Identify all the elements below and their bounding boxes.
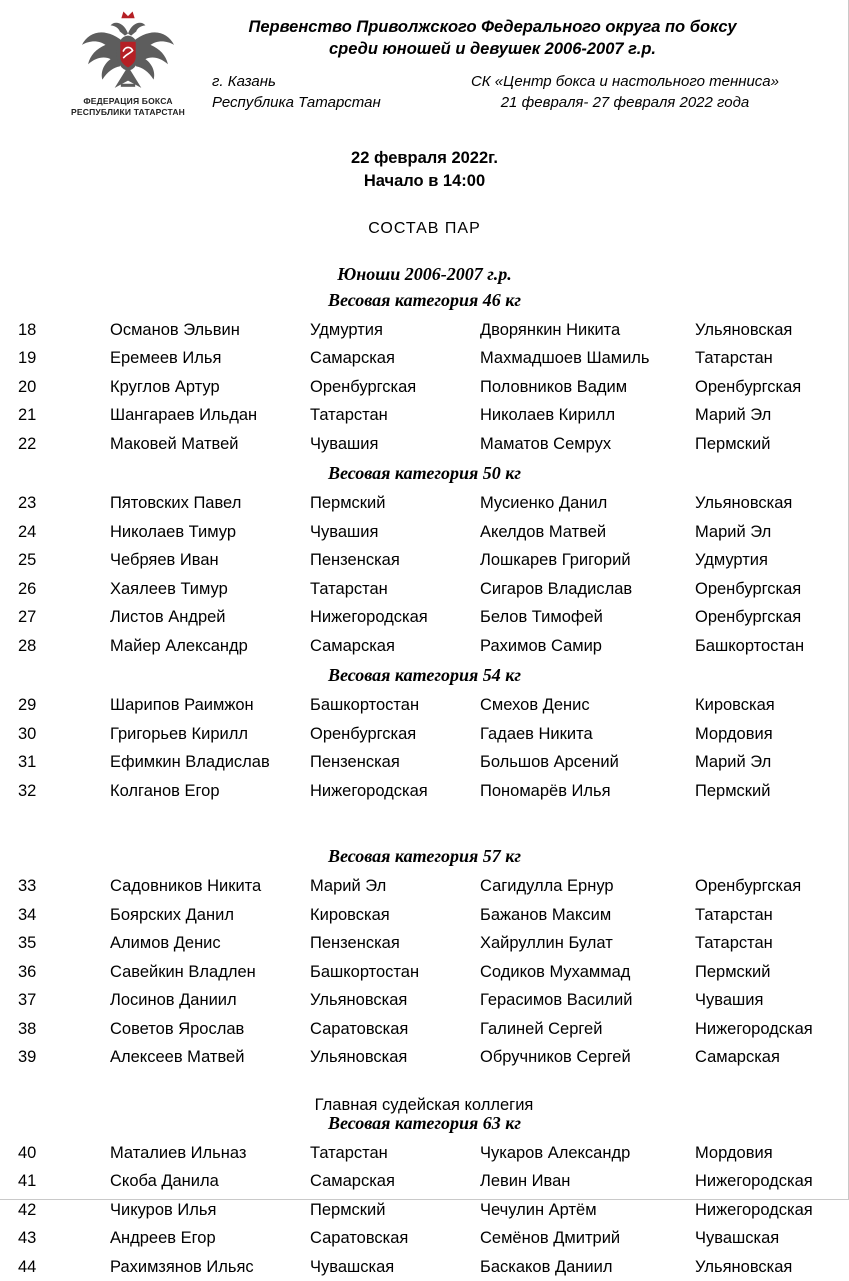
- pair-row: [0, 373, 849, 402]
- blue-corner-region: Чувашия: [695, 991, 764, 1010]
- red-corner-name: Шарипов Раимжон: [110, 696, 254, 715]
- red-corner-region: Пензенская: [310, 934, 400, 953]
- pair-number: 21: [18, 406, 37, 425]
- blue-corner-region: Кировская: [695, 696, 775, 715]
- pair-row: [0, 1015, 849, 1044]
- pair-row: [0, 546, 849, 575]
- pair-row: [0, 748, 849, 777]
- blue-corner-name: Дворянкин Никита: [480, 320, 621, 339]
- group-heading: Юноши 2006-2007 г.р.: [337, 263, 512, 284]
- venue-dates-block: [471, 71, 779, 113]
- blue-corner-name: Половников Вадим: [480, 377, 628, 396]
- blue-corner-region: Удмуртия: [695, 551, 768, 570]
- blue-corner-region: Башкортостан: [695, 636, 805, 655]
- weight-category-heading: Весовая категория 63 кг: [327, 1112, 522, 1133]
- blue-corner-name: Содиков Мухаммад: [480, 962, 631, 981]
- red-corner-name: Андреев Егор: [110, 1229, 216, 1248]
- dates-line: 21 февраля- 27 февраля 2022 года: [500, 93, 750, 111]
- venue-line: СК «Центр бокса и настольного тенниса»: [470, 72, 779, 90]
- blue-corner-name: Баскаков Даниил: [480, 1257, 613, 1276]
- pair-row: [0, 777, 849, 806]
- red-corner-name: Круглов Артур: [110, 377, 220, 396]
- pair-number: 26: [18, 579, 37, 598]
- red-corner-region: Чувашия: [310, 434, 379, 453]
- blue-corner-region: Пермский: [695, 781, 771, 800]
- pair-row: [0, 1196, 849, 1225]
- red-corner-region: Пензенская: [310, 551, 400, 570]
- blue-corner-name: Обручников Сергей: [480, 1048, 631, 1067]
- red-corner-region: Нижегородская: [310, 781, 428, 800]
- blue-corner-name: Гадаев Никита: [480, 724, 593, 743]
- pair-number: 31: [18, 753, 37, 772]
- blue-corner-name: Махмадшоев Шамиль: [480, 349, 650, 368]
- red-corner-region: Марий Эл: [310, 877, 387, 896]
- pair-row: [0, 986, 849, 1015]
- venue-city-block: [206, 71, 381, 113]
- blue-corner-region: Марий Эл: [695, 753, 772, 772]
- pair-row: [0, 1167, 849, 1196]
- blue-corner-region: Чувашская: [695, 1229, 780, 1248]
- blue-corner-region: Татарстан: [695, 934, 773, 953]
- blue-corner-region: Ульяновская: [695, 1257, 793, 1276]
- blue-corner-region: Марий Эл: [695, 406, 772, 425]
- blue-corner-region: Татарстан: [695, 905, 773, 924]
- blue-corner-name: Лошкарев Григорий: [480, 551, 631, 570]
- pair-row: [0, 1139, 849, 1168]
- red-corner-name: Маталиев Ильназ: [110, 1143, 247, 1162]
- red-corner-region: Оренбургская: [310, 724, 417, 743]
- blue-corner-region: Нижегородская: [695, 1019, 813, 1038]
- pair-row: [0, 691, 849, 720]
- red-corner-name: Алексеев Матвей: [110, 1048, 245, 1067]
- pair-number: 38: [18, 1019, 37, 1038]
- blue-corner-name: Герасимов Василий: [480, 991, 633, 1010]
- pair-row: [0, 316, 849, 345]
- red-corner-name: Григорьев Кирилл: [110, 724, 249, 743]
- pair-row: [0, 575, 849, 604]
- blue-corner-region: Пермский: [695, 434, 771, 453]
- weight-category-heading: Весовая категория 57 кг: [327, 846, 522, 867]
- red-corner-name: Ефимкин Владислав: [110, 753, 270, 772]
- red-corner-name: Хаялеев Тимур: [110, 579, 228, 598]
- red-corner-name: Маковей Матвей: [110, 434, 239, 453]
- pair-row: [0, 489, 849, 518]
- red-corner-region: Пермский: [310, 1200, 386, 1219]
- red-corner-region: Башкортостан: [310, 696, 420, 715]
- red-corner-name: Шангараев Ильдан: [110, 406, 258, 425]
- red-corner-name: Боярских Данил: [110, 905, 234, 924]
- blue-corner-name: Левин Иван: [480, 1172, 571, 1191]
- pair-number: 42: [18, 1200, 37, 1219]
- weight-category-heading: Весовая категория 46 кг: [327, 289, 522, 310]
- document-title: [206, 16, 779, 61]
- red-corner-region: Чувашская: [310, 1257, 395, 1276]
- pair-number: 27: [18, 608, 37, 627]
- pair-number: 36: [18, 962, 37, 981]
- blue-corner-region: Пермский: [695, 962, 771, 981]
- red-corner-name: Майер Александр: [110, 636, 248, 655]
- red-corner-name: Рахимзянов Ильяс: [110, 1257, 254, 1276]
- red-corner-region: Татарстан: [310, 1143, 388, 1162]
- blue-corner-region: Марий Эл: [695, 522, 772, 541]
- logo-caption-line1: ФЕДЕРАЦИЯ БОКСА: [83, 96, 173, 106]
- pairs-heading: СОСТАВ ПАР: [368, 219, 481, 237]
- blue-corner-region: Ульяновская: [695, 320, 793, 339]
- red-corner-name: Еремеев Илья: [110, 349, 222, 368]
- blue-corner-region: Нижегородская: [695, 1172, 813, 1191]
- blue-corner-region: Оренбургская: [695, 579, 802, 598]
- blue-corner-name: Чукаров Александр: [480, 1143, 631, 1162]
- document-title-line1: Первенство Приволжского Федерального округа по боксу: [248, 18, 737, 36]
- red-corner-region: Кировская: [310, 905, 390, 924]
- blue-corner-name: Белов Тимофей: [480, 608, 603, 627]
- pairs-table: [0, 287, 849, 1281]
- footer-judging-panel: Главная судейская коллегия: [314, 1096, 534, 1114]
- red-corner-region: Самарская: [310, 636, 395, 655]
- pair-row: [0, 518, 849, 547]
- pair-number: 35: [18, 934, 37, 953]
- red-corner-region: Башкортостан: [310, 962, 420, 981]
- red-corner-region: Пензенская: [310, 753, 400, 772]
- red-corner-region: Пермский: [310, 494, 386, 513]
- blue-corner-name: Большов Арсений: [480, 753, 619, 772]
- republic-line: Республика Татарстан: [212, 93, 381, 111]
- pair-number: 23: [18, 494, 37, 513]
- blue-corner-name: Николаев Кирилл: [480, 406, 616, 425]
- pair-row: [0, 1224, 849, 1253]
- pair-number: 29: [18, 696, 37, 715]
- blue-corner-region: Оренбургская: [695, 877, 802, 896]
- weight-category-heading: Весовая категория 50 кг: [327, 463, 522, 484]
- double-headed-eagle-icon: [76, 10, 180, 94]
- red-corner-region: Нижегородская: [310, 608, 428, 627]
- red-corner-region: Самарская: [310, 1172, 395, 1191]
- blue-corner-region: Нижегородская: [695, 1200, 813, 1219]
- pair-number: 33: [18, 877, 37, 896]
- pair-number: 44: [18, 1257, 37, 1276]
- blue-corner-name: Мусиенко Данил: [480, 494, 608, 513]
- red-corner-name: Скоба Данила: [110, 1172, 219, 1191]
- pair-row: [0, 430, 849, 459]
- blue-corner-name: Маматов Семрух: [480, 434, 612, 453]
- logo-caption-line2: РЕСПУБЛИКИ ТАТАРСТАН: [71, 106, 185, 117]
- header-info-row: [206, 71, 779, 113]
- red-corner-name: Колганов Егор: [110, 781, 220, 800]
- blue-corner-name: Бажанов Максим: [480, 905, 612, 924]
- pair-row: [0, 901, 849, 930]
- blue-corner-name: Пономарёв Илья: [480, 781, 611, 800]
- blue-corner-name: Галиней Сергей: [480, 1019, 603, 1038]
- red-corner-region: Татарстан: [310, 579, 388, 598]
- pair-row: [0, 1253, 849, 1281]
- red-corner-name: Советов Ярослав: [110, 1019, 245, 1038]
- red-corner-region: Ульяновская: [310, 991, 408, 1010]
- blue-corner-name: Рахимов Самир: [480, 636, 602, 655]
- red-corner-name: Чебряев Иван: [110, 551, 219, 570]
- red-corner-name: Пятовских Павел: [110, 494, 242, 513]
- pair-number: 40: [18, 1143, 37, 1162]
- red-corner-region: Татарстан: [310, 406, 388, 425]
- blue-corner-region: Оренбургская: [695, 377, 802, 396]
- pair-number: 34: [18, 905, 37, 924]
- blue-corner-region: Оренбургская: [695, 608, 802, 627]
- pair-number: 25: [18, 551, 37, 570]
- red-corner-region: Ульяновская: [310, 1048, 408, 1067]
- pair-number: 18: [18, 320, 37, 339]
- event-start-time: Начало в 14:00: [363, 171, 486, 190]
- red-corner-name: Савейкин Владлен: [110, 962, 256, 981]
- blue-corner-name: Семёнов Дмитрий: [480, 1229, 621, 1248]
- header-content: [206, 10, 779, 117]
- red-corner-region: Саратовская: [310, 1229, 409, 1248]
- blue-corner-region: Татарстан: [695, 349, 773, 368]
- red-corner-name: Османов Эльвин: [110, 320, 240, 339]
- pair-number: 24: [18, 522, 37, 541]
- pair-number: 30: [18, 724, 37, 743]
- red-corner-name: Лосинов Даниил: [110, 991, 237, 1010]
- pair-number: 41: [18, 1172, 37, 1191]
- pair-number: 20: [18, 377, 37, 396]
- red-corner-region: Чувашия: [310, 522, 379, 541]
- event-date: 22 февраля 2022г.: [351, 149, 498, 168]
- blue-corner-region: Мордовия: [695, 1143, 773, 1162]
- blue-corner-name: Чечулин Артём: [480, 1200, 597, 1219]
- red-corner-region: Саратовская: [310, 1019, 409, 1038]
- weight-category-heading: Весовая категория 54 кг: [327, 665, 522, 686]
- pair-number: 28: [18, 636, 37, 655]
- document-title-line2: среди юношей и девушек 2006-2007 г.р.: [329, 40, 656, 59]
- city-line: г. Казань: [212, 72, 276, 90]
- pair-row: [0, 872, 849, 901]
- pair-row: [0, 401, 849, 430]
- pair-number: 37: [18, 991, 37, 1010]
- pair-number: 32: [18, 781, 37, 800]
- red-corner-name: Николаев Тимур: [110, 522, 237, 541]
- blue-corner-region: Ульяновская: [695, 494, 793, 513]
- red-corner-name: Садовников Никита: [110, 877, 262, 896]
- pair-number: 19: [18, 349, 37, 368]
- blue-corner-region: Самарская: [695, 1048, 780, 1067]
- logo-caption: [68, 96, 188, 117]
- red-corner-region: Удмуртия: [310, 320, 383, 339]
- pair-row: [0, 344, 849, 373]
- event-date-block: [0, 147, 849, 192]
- red-corner-name: Алимов Денис: [110, 934, 221, 953]
- blue-corner-name: Сагидулла Ернур: [480, 877, 614, 896]
- blue-corner-region: Мордовия: [695, 724, 773, 743]
- pair-row: [0, 720, 849, 749]
- red-corner-region: Оренбургская: [310, 377, 417, 396]
- red-corner-region: Самарская: [310, 349, 395, 368]
- pair-number: 39: [18, 1048, 37, 1067]
- pair-row: [0, 958, 849, 987]
- federation-logo: [68, 10, 188, 117]
- pair-row: [0, 1043, 849, 1072]
- red-corner-name: Чикуров Илья: [110, 1200, 217, 1219]
- pair-row: [0, 929, 849, 958]
- red-corner-name: Листов Андрей: [110, 608, 226, 627]
- pair-row: [0, 632, 849, 661]
- blue-corner-name: Смехов Денис: [480, 696, 590, 715]
- document-header: [0, 0, 849, 117]
- pair-number: 43: [18, 1229, 37, 1248]
- blue-corner-name: Хайруллин Булат: [480, 934, 613, 953]
- pair-number: 22: [18, 434, 37, 453]
- blue-corner-name: Сигаров Владислав: [480, 579, 633, 598]
- blue-corner-name: Акелдов Матвей: [480, 522, 607, 541]
- pair-row: [0, 603, 849, 632]
